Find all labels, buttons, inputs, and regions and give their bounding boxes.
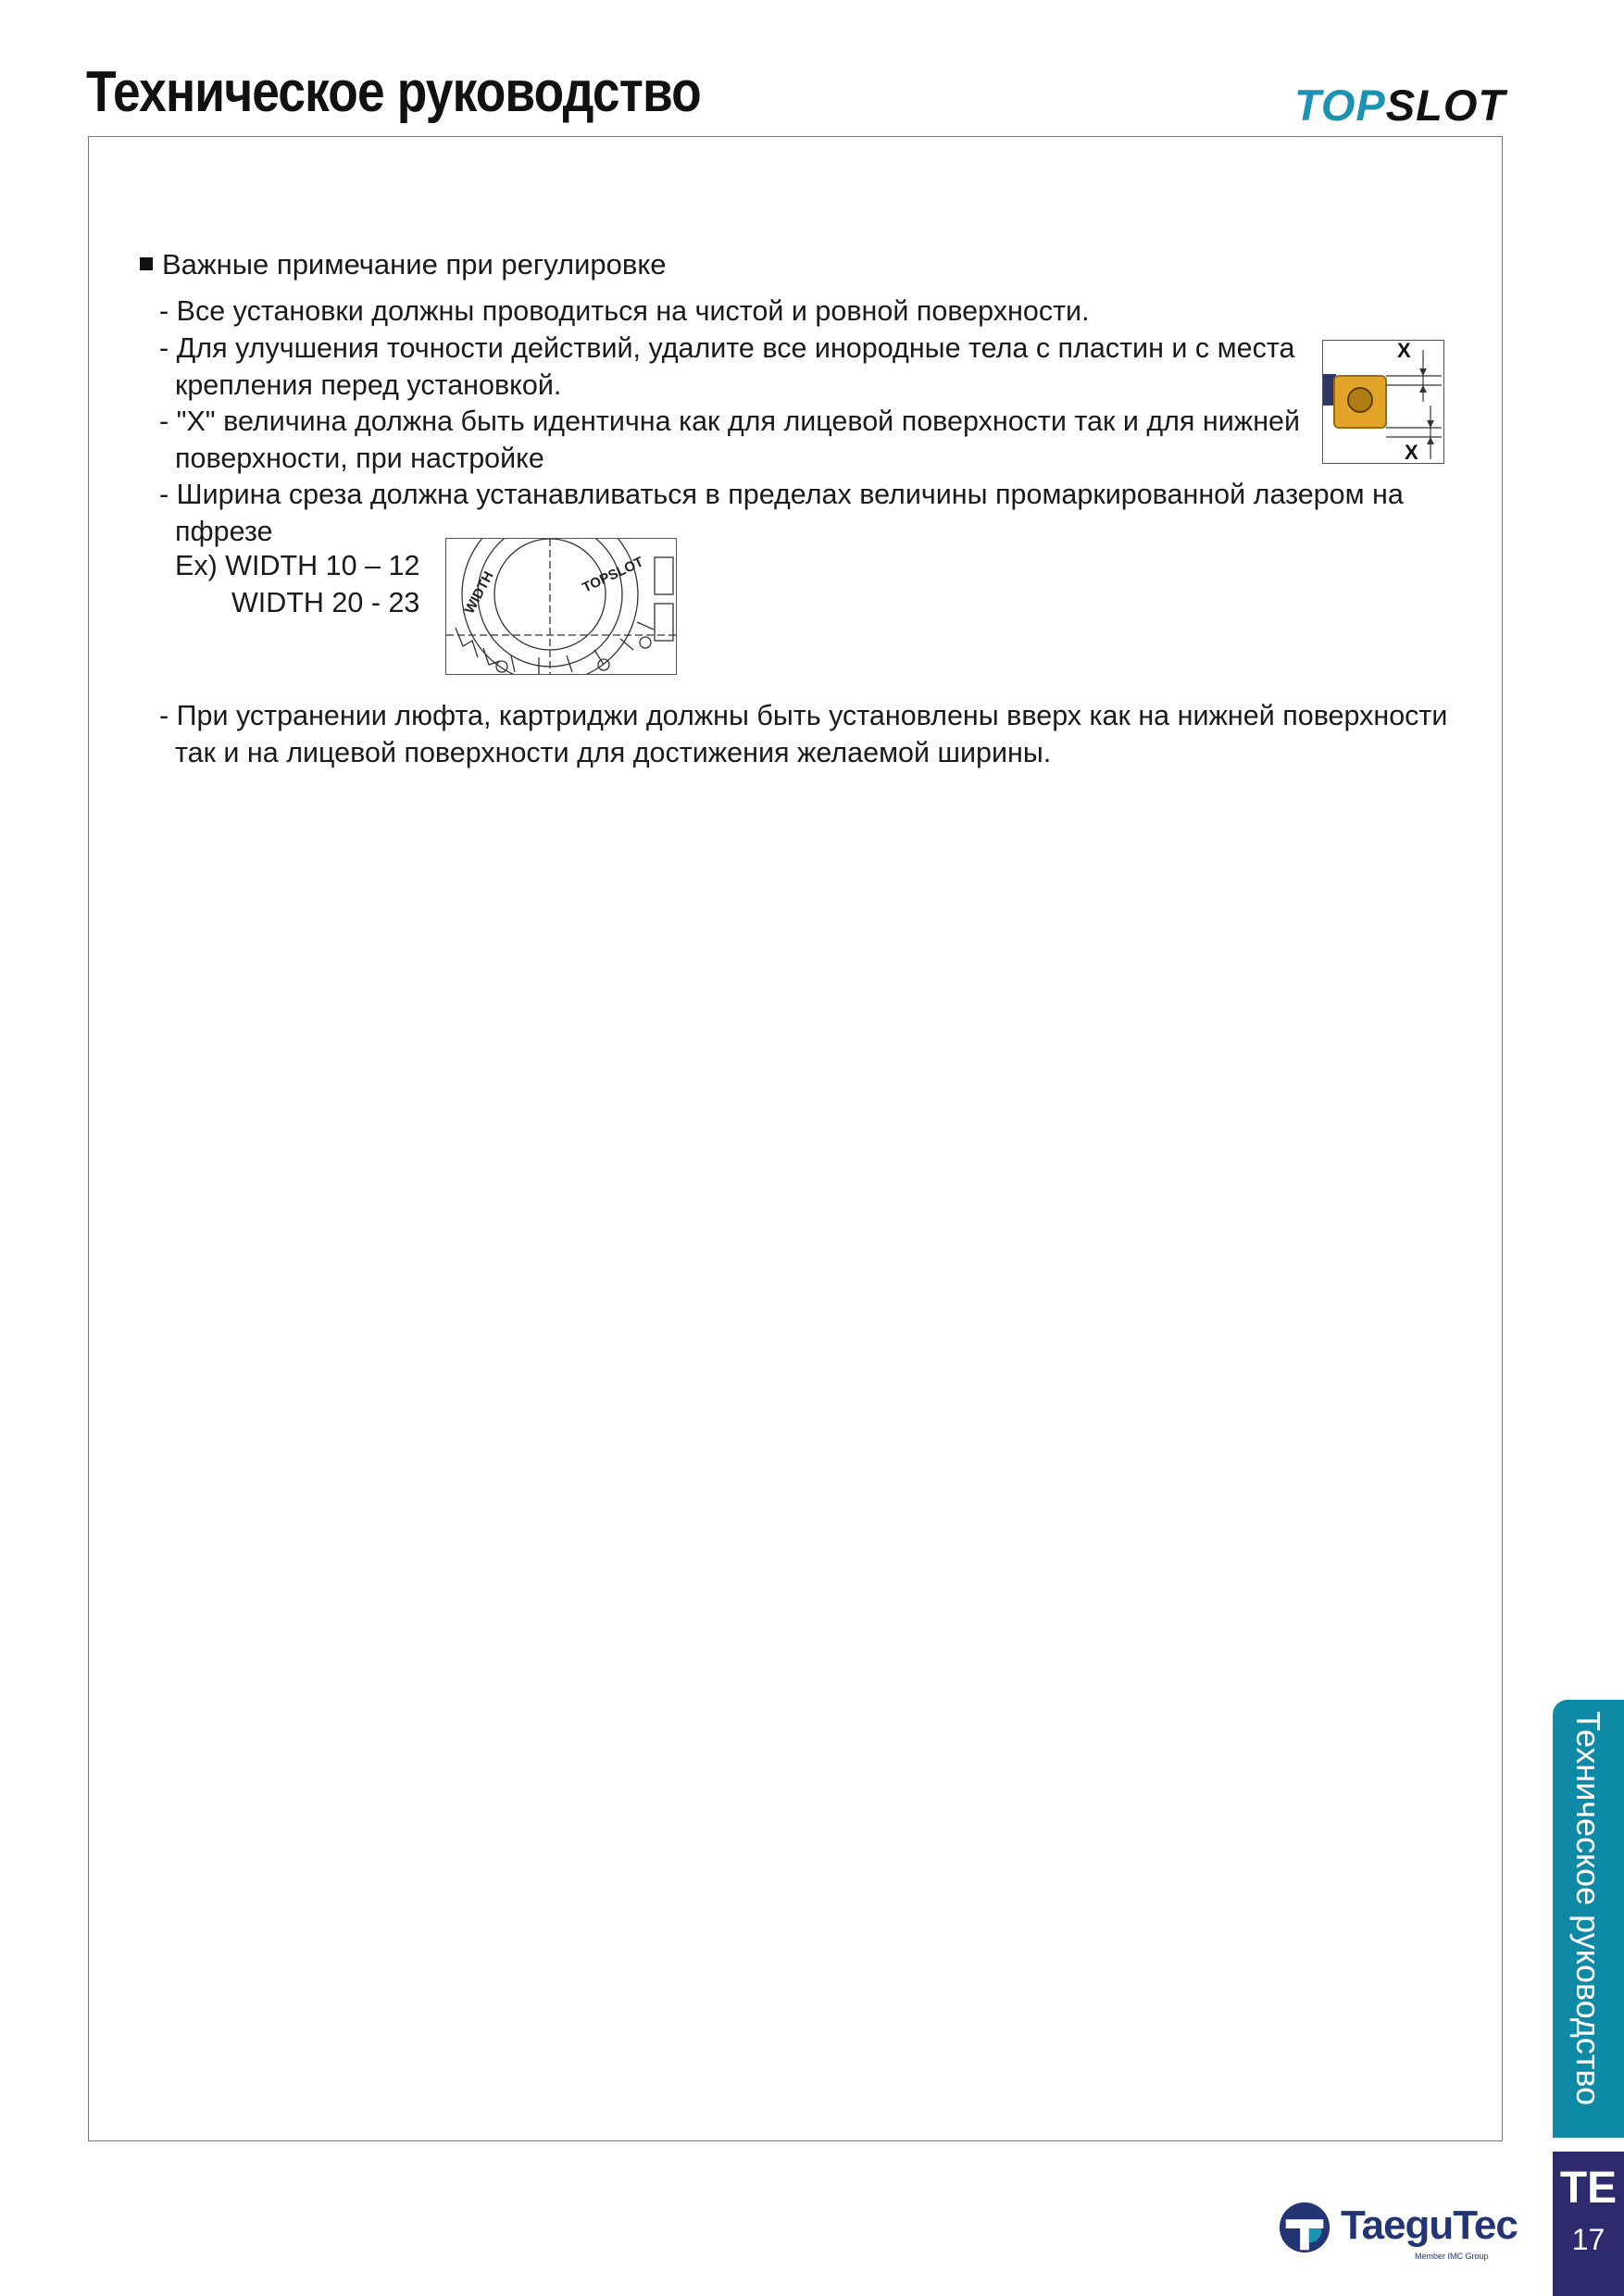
example-line: WIDTH 20 - 23	[231, 587, 420, 618]
note-line: - Ширина среза должна устанавливаться в пределах величины промаркированной лазером на	[159, 479, 1404, 510]
note-item	[159, 476, 1404, 550]
company-tagline: Member IMC Group	[1415, 2252, 1489, 2261]
engraving-text-topslot: TOPSLOT	[580, 554, 646, 596]
note-line: - При устранении люфта, картриджи должны быть установлены вверх как на нижней поверхности	[159, 700, 1448, 731]
brand-part-slot: SLOT	[1385, 81, 1506, 130]
cutter-figure-svg	[446, 539, 676, 674]
x-dimension-label: X	[1397, 341, 1411, 362]
note-line: - Для улучшения точности действий, удалите все инородные тела с пластин и с места	[159, 332, 1295, 364]
page-title: Техническое руководство	[86, 60, 701, 124]
insert-screw-icon	[1348, 388, 1372, 412]
brand-part-top: TOP	[1294, 81, 1386, 130]
note-line-continued: пфрезе	[175, 516, 273, 547]
note-line: - Все установки должны проводиться на чистой и ровной поверхности.	[159, 295, 1090, 327]
insert-adjustment-figure	[1322, 340, 1444, 464]
note-item	[159, 697, 1447, 771]
topslot-logo	[1294, 80, 1505, 131]
insert-figure-svg	[1323, 341, 1443, 463]
note-item	[159, 403, 1300, 477]
x-dimension-label: X	[1405, 441, 1418, 463]
section-code: TE	[1559, 2164, 1618, 2213]
section-heading-text: Важные примечание при регулировке	[162, 248, 667, 281]
example-line: Ex) WIDTH 10 – 12	[175, 550, 420, 581]
cutter-engraving-figure	[445, 538, 677, 675]
width-example	[175, 547, 419, 621]
note-line-continued: крепления перед установкой.	[175, 369, 562, 401]
section-code-box	[1553, 2152, 1624, 2296]
page-number: 17	[1571, 2223, 1605, 2256]
bullet-square-icon	[140, 257, 153, 270]
note-item	[159, 293, 1090, 330]
note-line-continued: поверхности, при настройке	[175, 443, 544, 474]
company-name: TaeguTec	[1341, 2202, 1518, 2248]
note-line-continued: так и на лицевой поверхности для достижения желаемой ширины.	[175, 737, 1052, 768]
taegutec-logo-icon	[1276, 2200, 1333, 2255]
engraving-text-width: WIDTH	[461, 568, 497, 617]
section-heading	[140, 248, 667, 281]
note-item	[159, 330, 1294, 404]
note-line: - "X" величина должна быть идентична как для лицевой поверхности так и для нижней	[159, 406, 1301, 437]
chapter-side-tab-text: Техническое руководство	[1569, 1711, 1607, 2106]
